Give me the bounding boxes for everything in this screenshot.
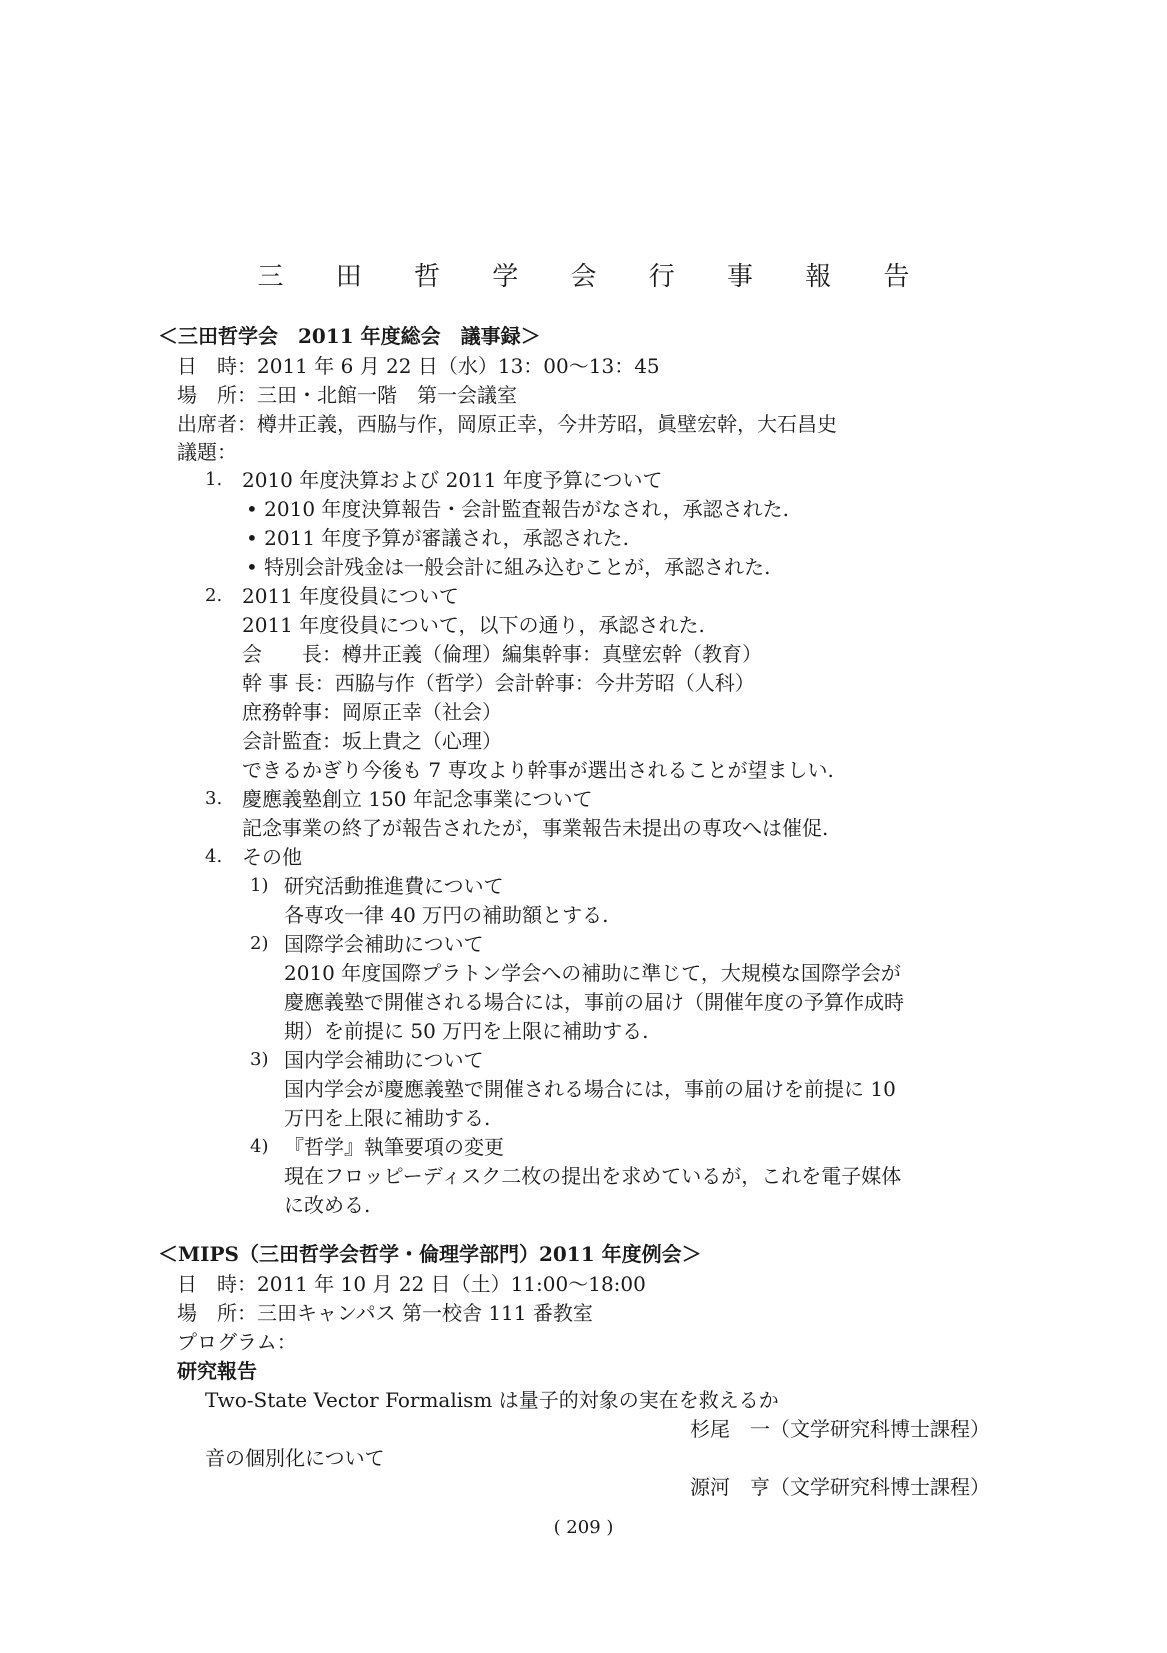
subitem-title: 『哲学』執筆要項の変更 [284,1135,504,1159]
talk-title: Two-State Vector Formalism は量子的対象の実在を救えるか [205,1388,779,1412]
research-report-heading: 研究報告 [177,1359,257,1383]
event-place: 場 所：三田キャンパス 第一校舎 111 番教室 [177,1301,593,1325]
subitem-text: に改める. [284,1193,371,1217]
officer-row: 会 長：樽井正義（倫理）編集幹事：真壁宏幹（教育） [242,642,762,666]
section-heading-mips: ＜MIPS（三田哲学会哲学・倫理学部門）2011 年度例会＞ [158,1242,702,1266]
talk-speaker: 源河 亨（文学研究科博士課程） [690,1475,990,1499]
meeting-date: 日 時：2011 年 6 月 22 日（水）13：00〜13：45 [177,354,660,378]
subitem-text: 慶應義塾で開催される場合には，事前の届け（開催年度の予算作成時 [284,990,904,1014]
item-text: できるかぎり今後も 7 専攻より幹事が選出されることが望ましい. [242,758,834,782]
bullet-item: • 2010 年度決算報告・会計監査報告がなされ，承認された. [246,497,789,521]
officer-row: 会計監査：坂上貴之（心理） [242,729,502,753]
talk-speaker: 杉尾 一（文学研究科博士課程） [690,1417,990,1441]
officer-row: 庶務幹事：岡原正幸（社会） [242,700,502,724]
item-title: その他 [242,845,302,869]
item-text: 記念事業の終了が報告されたが，事業報告未提出の専攻へは催促. [242,816,829,840]
meeting-attendees: 出席者：樽井正義，西脇与作，岡原正幸，今井芳昭，眞壁宏幹，大石昌史 [177,412,837,436]
subitem-number: 2) [250,933,269,954]
item-number: 4. [205,846,223,867]
bullet-item: • 特別会計残金は一般会計に組み込むことが，承認された. [246,555,771,579]
item-number: 1. [205,469,223,490]
page-number: ( 209 ) [553,1517,614,1538]
program-label: プログラム： [177,1330,297,1354]
subitem-text: 期）を前提に 50 万円を上限に補助する. [284,1019,649,1043]
item-title: 慶應義塾創立 150 年記念事業について [242,787,593,811]
meeting-place: 場 所：三田・北館一階 第一会議室 [177,383,517,407]
subitem-text: 各専攻一律 40 万円の補助額とする. [284,903,609,927]
subitem-text: 現在フロッピーディスク二枚の提出を求めているが，これを電子媒体 [284,1164,902,1188]
subitem-text: 万円を上限に補助する. [284,1106,491,1130]
section-heading-general-meeting: ＜三田哲学会 2011 年度総会 議事録＞ [158,324,541,348]
subitem-number: 4) [250,1136,269,1157]
item-number: 2. [205,585,223,606]
item-title: 2010 年度決算および 2011 年度予算について [242,468,663,492]
event-date: 日 時：2011 年 10 月 22 日（土）11:00〜18:00 [177,1272,646,1296]
item-number: 3. [205,788,223,809]
subitem-text: 国内学会が慶應義塾で開催される場合には，事前の届けを前提に 10 [284,1077,896,1101]
officer-row: 幹 事 長：西脇与作（哲学）会計幹事：今井芳昭（人科） [242,671,755,695]
item-title: 2011 年度役員について [242,584,459,608]
talk-title: 音の個別化について [205,1446,385,1470]
agenda-label: 議題： [177,440,237,464]
bullet-item: • 2011 年度予算が審議され，承認された. [246,526,629,550]
subitem-number: 1) [250,875,269,896]
subitem-title: 国内学会補助について [284,1048,484,1072]
item-text: 2011 年度役員について，以下の通り，承認された. [242,613,705,637]
subitem-title: 研究活動推進費について [284,874,504,898]
subitem-title: 国際学会補助について [284,932,484,956]
page-title: 三 田 哲 学 会 行 事 報 告 [257,262,932,292]
subitem-text: 2010 年度国際プラトン学会への補助に準じて，大規模な国際学会が [284,961,901,985]
subitem-number: 3) [250,1049,269,1070]
